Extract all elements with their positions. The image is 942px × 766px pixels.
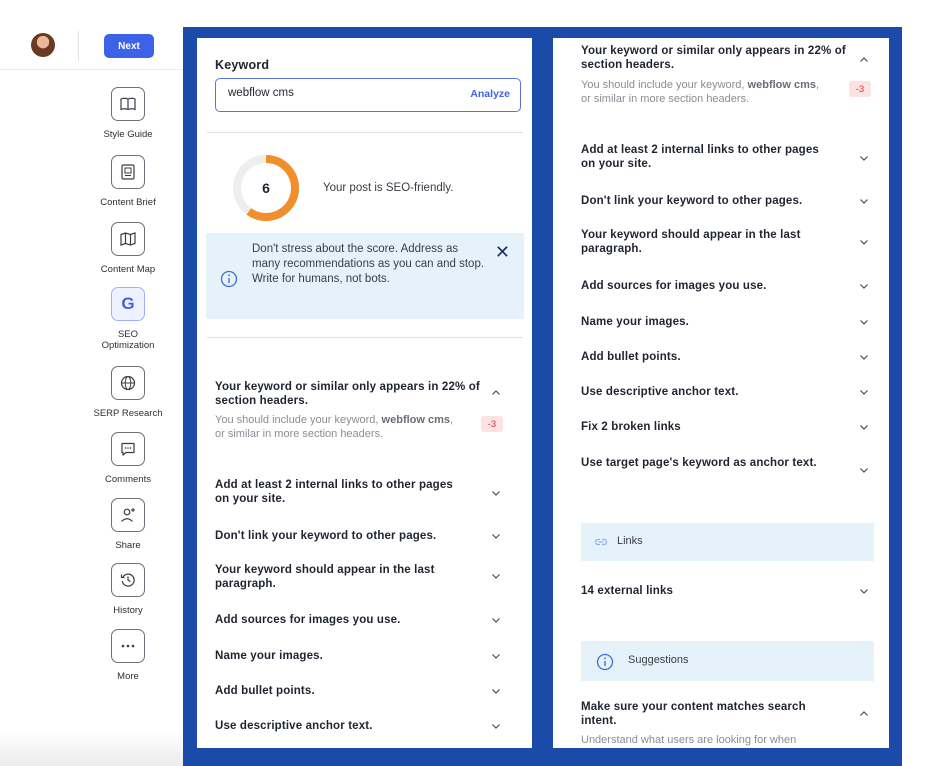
recommendation-desc: You should include your keyword, webflow cms, or similar in more section headers. xyxy=(215,414,454,440)
recommendation-item[interactable]: Name your images. xyxy=(215,650,324,662)
keyword-input[interactable] xyxy=(228,87,428,99)
next-button[interactable]: Next xyxy=(104,34,154,58)
recommendation-item[interactable]: Add at least 2 internal links to other pages on your site. xyxy=(215,479,453,505)
recommendation-item[interactable]: Use descriptive anchor text. xyxy=(581,386,739,398)
sidebar-item-style-guide[interactable] xyxy=(90,87,166,140)
tools-sidebar xyxy=(0,0,183,766)
links-section-header xyxy=(581,523,874,561)
keyword-field[interactable] xyxy=(215,78,521,112)
chevron-down-icon[interactable] xyxy=(491,721,501,731)
sidebar-item-label: Share xyxy=(115,540,141,551)
top-divider xyxy=(78,31,79,61)
score-message: Your post is SEO-friendly. xyxy=(323,182,454,194)
recommendation-item[interactable]: Use descriptive anchor text. xyxy=(215,720,373,732)
seo-panel-right[interactable] xyxy=(553,38,889,748)
tip-text: Don't stress about the score. Address as many recommendations as you can and stop. Write for humans, not bots. xyxy=(252,243,485,285)
recommendation-item[interactable]: Add at least 2 internal links to other pages on your site. xyxy=(581,144,819,170)
recommendation-item[interactable]: Add bullet points. xyxy=(215,685,315,697)
keyword-label: Keyword xyxy=(215,58,270,72)
chevron-down-icon[interactable] xyxy=(491,615,501,625)
recommendation-title[interactable]: Your keyword or similar only appears in 22% of section headers. xyxy=(581,45,846,71)
recommendation-item[interactable]: Add sources for images you use. xyxy=(581,280,767,292)
divider xyxy=(207,337,523,338)
sidebar-item-share[interactable] xyxy=(90,498,166,551)
avatar[interactable] xyxy=(31,33,55,57)
book-icon xyxy=(111,87,145,121)
recommendation-item[interactable]: Fix 2 broken links xyxy=(581,421,681,433)
score-penalty-badge: -3 xyxy=(481,416,503,432)
sidebar-item-label: Style Guide xyxy=(103,129,153,140)
chevron-down-icon[interactable] xyxy=(859,196,869,206)
top-bar xyxy=(0,0,183,70)
suggestions-section-label: Suggestions xyxy=(628,654,689,666)
analyze-button[interactable]: Analyze xyxy=(470,88,510,100)
sidebar-item-label: Comments xyxy=(105,474,151,485)
recommendation-title[interactable]: Your keyword or similar only appears in 22% of section headers. xyxy=(215,381,480,407)
sidebar-item-content-map[interactable] xyxy=(90,222,166,275)
sidebar-item-label: Content Map xyxy=(100,264,156,275)
links-section-label: Links xyxy=(617,535,643,547)
chevron-down-icon[interactable] xyxy=(491,531,501,541)
recommendation-item[interactable]: 14 external links xyxy=(581,585,674,597)
chevron-down-icon[interactable] xyxy=(491,651,501,661)
document-icon xyxy=(111,155,145,189)
suggestions-section-header xyxy=(581,641,874,681)
sidebar-item-label: More xyxy=(117,671,139,682)
recommendation-desc: You should include your keyword, webflow cms, or similar in more section headers. xyxy=(581,79,820,105)
score-value: 6 xyxy=(262,180,270,196)
recommendation-item[interactable]: Use target page's keyword as anchor text. xyxy=(581,457,817,469)
suggestion-title[interactable]: Make sure your content matches search intent. xyxy=(581,701,806,727)
chevron-down-icon[interactable] xyxy=(491,686,501,696)
chevron-down-icon[interactable] xyxy=(859,387,869,397)
sidebar-item-label: History xyxy=(113,605,143,616)
chevron-down-icon[interactable] xyxy=(491,571,501,581)
sidebar-item-label: Content Brief xyxy=(100,197,156,208)
more-icon xyxy=(111,629,145,663)
add-user-icon xyxy=(111,498,145,532)
recommendation-item[interactable]: Don't link your keyword to other pages. xyxy=(215,530,437,542)
chevron-down-icon[interactable] xyxy=(859,586,869,596)
recommendation-item[interactable]: Your keyword should appear in the last paragraph. xyxy=(581,229,801,255)
score-penalty-badge: -3 xyxy=(849,81,871,97)
chevron-up-icon[interactable] xyxy=(859,709,869,719)
recommendation-item[interactable]: Don't link your keyword to other pages. xyxy=(581,195,803,207)
sidebar-item-label: SERP Research xyxy=(93,408,163,419)
suggestion-desc: Understand what users are looking for when xyxy=(581,734,797,746)
chevron-down-icon[interactable] xyxy=(859,153,869,163)
sidebar-item-comments[interactable] xyxy=(90,432,166,485)
globe-icon xyxy=(111,366,145,400)
history-icon xyxy=(111,563,145,597)
seo-panel-left[interactable] xyxy=(197,38,532,748)
recommendation-item[interactable]: Add sources for images you use. xyxy=(215,614,401,626)
link-icon xyxy=(594,536,608,548)
chevron-down-icon[interactable] xyxy=(859,237,869,247)
sidebar-item-content-brief[interactable] xyxy=(90,155,166,208)
sidebar-item-history[interactable] xyxy=(90,563,166,616)
chevron-up-icon[interactable] xyxy=(491,388,501,398)
sidebar-item-label: SEO Optimization xyxy=(101,329,155,351)
sidebar-item-serp-research[interactable] xyxy=(90,366,166,419)
chevron-up-icon[interactable] xyxy=(859,55,869,65)
sidebar-fade xyxy=(0,730,183,766)
chevron-down-icon[interactable] xyxy=(859,352,869,362)
chevron-down-icon[interactable] xyxy=(859,465,869,475)
tip-banner xyxy=(206,233,524,319)
comment-icon xyxy=(111,432,145,466)
recommendation-item[interactable]: Your keyword should appear in the last paragraph. xyxy=(215,564,435,590)
divider xyxy=(207,132,523,133)
chevron-down-icon[interactable] xyxy=(859,422,869,432)
sidebar-item-seo-optimization[interactable] xyxy=(90,287,166,351)
google-icon: G xyxy=(111,287,145,321)
chevron-down-icon[interactable] xyxy=(859,317,869,327)
map-icon xyxy=(111,222,145,256)
close-icon[interactable]: ✕ xyxy=(494,242,510,262)
recommendation-item[interactable]: Name your images. xyxy=(581,316,690,328)
sidebar-item-more[interactable] xyxy=(90,629,166,682)
info-icon xyxy=(220,270,238,288)
chevron-down-icon[interactable] xyxy=(491,488,501,498)
recommendation-item[interactable]: Add bullet points. xyxy=(581,351,681,363)
info-icon xyxy=(596,653,614,671)
chevron-down-icon[interactable] xyxy=(859,281,869,291)
